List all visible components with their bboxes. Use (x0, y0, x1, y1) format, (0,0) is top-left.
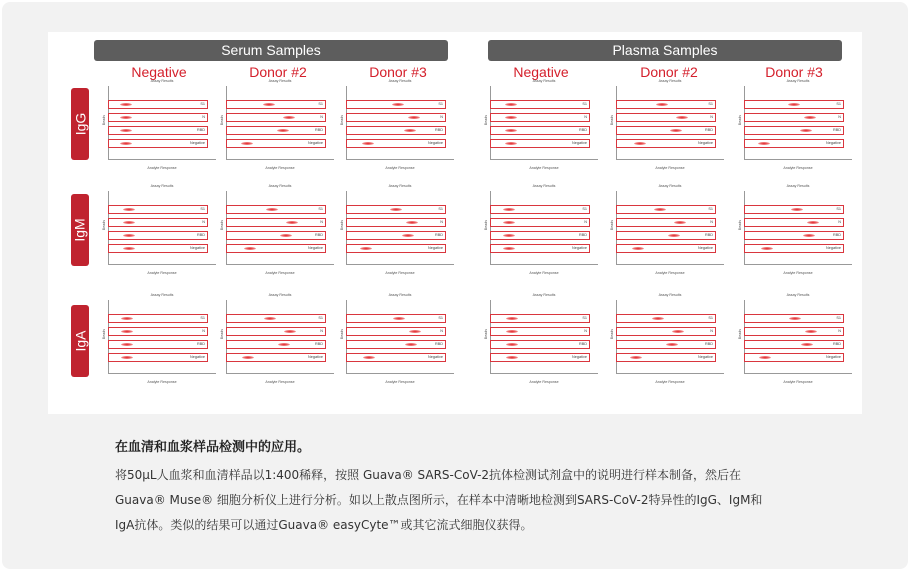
x-axis-label: Analyte Response (655, 271, 685, 275)
gate-label: RBD (196, 233, 205, 237)
gate-s1 (616, 314, 716, 323)
plot-title: Assay Results (532, 293, 556, 297)
gate-label: Negative (308, 141, 323, 145)
scatter-plot (610, 184, 726, 275)
event-cluster (505, 142, 517, 145)
y-axis-label: Beads (738, 114, 743, 126)
y-axis-label: Beads (738, 328, 743, 340)
column-title-plasma-negative: Negative (513, 64, 569, 80)
plot-axes (226, 191, 334, 265)
event-cluster (668, 234, 680, 237)
gate-rbd (744, 340, 844, 349)
gate-label: S1 (708, 316, 713, 320)
gate-negative (744, 244, 844, 253)
plot-title: Assay Results (268, 293, 292, 297)
plot-title: Assay Results (268, 79, 292, 83)
gate-label: Negative (826, 141, 841, 145)
event-cluster (803, 234, 815, 237)
serum-samples-header: Serum Samples (94, 40, 448, 61)
event-cluster (506, 343, 518, 346)
plot-title: Assay Results (150, 184, 174, 188)
event-cluster (654, 208, 666, 211)
gate-n (226, 113, 326, 122)
gate-label: Negative (190, 246, 205, 250)
gate-label: RBD (434, 233, 443, 237)
gate-label: Negative (190, 355, 205, 359)
plot-axes (346, 191, 454, 265)
gate-label: N (838, 115, 841, 119)
gate-label: Negative (826, 246, 841, 250)
event-cluster (286, 221, 298, 224)
x-axis-label: Analyte Response (265, 380, 295, 384)
gate-n (346, 327, 446, 336)
event-cluster (121, 343, 133, 346)
gate-s1 (490, 314, 590, 323)
plot-title: Assay Results (388, 184, 412, 188)
gate-n (616, 218, 716, 227)
gate-label: N (440, 115, 443, 119)
event-cluster (630, 356, 642, 359)
scatter-plot (102, 184, 218, 275)
gate-label: RBD (434, 128, 443, 132)
gate-label: N (710, 220, 713, 224)
event-cluster (670, 129, 682, 132)
plot-axes (616, 300, 724, 374)
gate-label: S1 (836, 207, 841, 211)
column-title-plasma-donor3: Donor #3 (765, 64, 823, 80)
figure-card (2, 2, 908, 569)
x-axis-label: Analyte Response (385, 166, 415, 170)
gate-n (616, 327, 716, 336)
event-cluster (505, 116, 517, 119)
scatter-plot (738, 79, 854, 170)
x-axis-label: Analyte Response (385, 271, 415, 275)
gate-negative (616, 244, 716, 253)
event-cluster (393, 317, 405, 320)
scatter-plot (340, 293, 456, 384)
plot-title: Assay Results (786, 184, 810, 188)
column-title-serum-negative: Negative (131, 64, 187, 80)
plot-axes (346, 86, 454, 160)
y-axis-label: Beads (610, 219, 615, 231)
event-cluster (656, 103, 668, 106)
y-axis-label: Beads (738, 219, 743, 231)
scatter-plot (220, 184, 336, 275)
event-cluster (807, 221, 819, 224)
event-cluster (632, 247, 644, 250)
plot-axes (346, 300, 454, 374)
gate-n (346, 113, 446, 122)
gate-label: Negative (190, 141, 205, 145)
row-label-igg: IgG (71, 88, 89, 160)
scatter-plot (738, 184, 854, 275)
gate-rbd (616, 126, 716, 135)
gate-label: RBD (832, 342, 841, 346)
plot-axes (226, 86, 334, 160)
event-cluster (409, 330, 421, 333)
gate-label: S1 (708, 207, 713, 211)
plot-title: Assay Results (658, 184, 682, 188)
event-cluster (505, 103, 517, 106)
x-axis-label: Analyte Response (147, 271, 177, 275)
event-cluster (363, 356, 375, 359)
gate-label: S1 (318, 316, 323, 320)
gate-rbd (346, 231, 446, 240)
gate-n (744, 113, 844, 122)
column-title-plasma-donor2: Donor #2 (640, 64, 698, 80)
scatter-plot (220, 293, 336, 384)
gate-label: Negative (698, 141, 713, 145)
gate-label: S1 (438, 207, 443, 211)
plot-title: Assay Results (532, 184, 556, 188)
gate-negative (490, 353, 590, 362)
plot-axes (490, 191, 598, 265)
gate-label: N (320, 115, 323, 119)
gate-n (744, 218, 844, 227)
x-axis-label: Analyte Response (783, 271, 813, 275)
plot-title: Assay Results (658, 293, 682, 297)
gate-label: N (710, 115, 713, 119)
event-cluster (503, 247, 515, 250)
plot-axes (744, 191, 852, 265)
gate-n (226, 327, 326, 336)
y-axis-label: Beads (102, 114, 107, 126)
event-cluster (506, 317, 518, 320)
event-cluster (283, 116, 295, 119)
plot-title: Assay Results (658, 79, 682, 83)
gate-label: RBD (578, 128, 587, 132)
paragraph-line-1: 将50µL人血浆和血清样品以1:400稀释，按照 Guava® SARS-CoV-2抗体检测试剂盒中的说明进行样本制备，然后在 (115, 468, 742, 482)
event-cluster (505, 129, 517, 132)
event-cluster (121, 356, 133, 359)
plot-axes (108, 191, 216, 265)
paragraph-line-2: Guava® Muse® 细胞分析仪上进行分析。如以上散点图所示，在样本中清晰地检测到SARS-CoV-2特异性的IgG、IgM和 (115, 493, 763, 507)
plot-axes (616, 191, 724, 265)
gate-label: RBD (434, 342, 443, 346)
event-cluster (120, 129, 132, 132)
gate-label: N (838, 220, 841, 224)
x-axis-label: Analyte Response (147, 166, 177, 170)
gate-n (616, 113, 716, 122)
event-cluster (666, 343, 678, 346)
gate-s1 (226, 100, 326, 109)
event-cluster (244, 247, 256, 250)
gate-rbd (490, 340, 590, 349)
gate-label: S1 (318, 207, 323, 211)
x-axis-label: Analyte Response (529, 271, 559, 275)
x-axis-label: Analyte Response (147, 380, 177, 384)
gate-label: N (320, 329, 323, 333)
y-axis-label: Beads (610, 328, 615, 340)
x-axis-label: Analyte Response (529, 166, 559, 170)
plot-axes (490, 300, 598, 374)
event-cluster (362, 142, 374, 145)
y-axis-label: Beads (220, 328, 225, 340)
plot-title: Assay Results (150, 79, 174, 83)
event-cluster (120, 142, 132, 145)
y-axis-label: Beads (340, 328, 345, 340)
gate-label: Negative (428, 355, 443, 359)
event-cluster (277, 129, 289, 132)
gate-s1 (616, 205, 716, 214)
gate-label: S1 (582, 207, 587, 211)
section-heading: 在血清和血浆样品检测中的应用。 (115, 440, 311, 455)
event-cluster (264, 317, 276, 320)
event-cluster (652, 317, 664, 320)
plot-axes (108, 300, 216, 374)
scatter-plot (220, 79, 336, 170)
gate-label: N (320, 220, 323, 224)
plot-axes (744, 300, 852, 374)
gate-label: Negative (308, 355, 323, 359)
event-cluster (791, 208, 803, 211)
event-cluster (759, 356, 771, 359)
gate-n (744, 327, 844, 336)
gate-rbd (226, 231, 326, 240)
column-title-serum-donor3: Donor #3 (369, 64, 427, 80)
event-cluster (503, 221, 515, 224)
gate-n (490, 327, 590, 336)
event-cluster (805, 330, 817, 333)
event-cluster (120, 103, 132, 106)
gate-label: S1 (438, 316, 443, 320)
gate-label: RBD (704, 233, 713, 237)
event-cluster (278, 343, 290, 346)
event-cluster (121, 317, 133, 320)
gate-label: S1 (836, 102, 841, 106)
gate-label: S1 (318, 102, 323, 106)
plot-title: Assay Results (150, 293, 174, 297)
plot-title: Assay Results (786, 293, 810, 297)
event-cluster (800, 129, 812, 132)
y-axis-label: Beads (220, 114, 225, 126)
x-axis-label: Analyte Response (265, 166, 295, 170)
column-title-serum-donor2: Donor #2 (249, 64, 307, 80)
event-cluster (360, 247, 372, 250)
event-cluster (761, 247, 773, 250)
gate-label: RBD (196, 128, 205, 132)
gate-label: RBD (832, 128, 841, 132)
event-cluster (280, 234, 292, 237)
plot-title: Assay Results (268, 184, 292, 188)
gate-label: Negative (698, 246, 713, 250)
scatter-plot (102, 79, 218, 170)
x-axis-label: Analyte Response (385, 380, 415, 384)
event-cluster (121, 330, 133, 333)
gate-label: N (710, 329, 713, 333)
event-cluster (801, 343, 813, 346)
gate-label: N (584, 329, 587, 333)
event-cluster (758, 142, 770, 145)
scatter-plot (738, 293, 854, 384)
gate-label: N (584, 220, 587, 224)
gate-label: Negative (572, 246, 587, 250)
y-axis-label: Beads (340, 219, 345, 231)
scatter-plot (102, 293, 218, 384)
event-cluster (405, 343, 417, 346)
gate-label: RBD (314, 233, 323, 237)
scatter-plot (610, 79, 726, 170)
scatter-plot (340, 79, 456, 170)
y-axis-label: Beads (340, 114, 345, 126)
y-axis-label: Beads (220, 219, 225, 231)
scatter-plot (484, 293, 600, 384)
plasma-samples-header: Plasma Samples (488, 40, 842, 61)
plot-axes (490, 86, 598, 160)
x-axis-label: Analyte Response (783, 380, 813, 384)
y-axis-label: Beads (484, 328, 489, 340)
x-axis-label: Analyte Response (265, 271, 295, 275)
plot-title: Assay Results (388, 79, 412, 83)
gate-label: S1 (200, 207, 205, 211)
gate-label: RBD (578, 233, 587, 237)
gate-label: RBD (196, 342, 205, 346)
scatter-plot (340, 184, 456, 275)
y-axis-label: Beads (102, 219, 107, 231)
gate-label: Negative (698, 355, 713, 359)
gate-label: Negative (428, 246, 443, 250)
gate-label: RBD (314, 128, 323, 132)
event-cluster (788, 103, 800, 106)
plot-axes (616, 86, 724, 160)
gate-negative (226, 244, 326, 253)
event-cluster (408, 116, 420, 119)
x-axis-label: Analyte Response (529, 380, 559, 384)
event-cluster (672, 330, 684, 333)
event-cluster (123, 221, 135, 224)
gate-label: N (584, 115, 587, 119)
gate-label: RBD (704, 128, 713, 132)
gate-label: RBD (704, 342, 713, 346)
gate-label: S1 (582, 102, 587, 106)
paragraph-line-3: IgA抗体。类似的结果可以通过Guava® easyCyte™或其它流式细胞仪获得。 (115, 518, 533, 532)
event-cluster (263, 103, 275, 106)
event-cluster (506, 330, 518, 333)
plot-title: Assay Results (786, 79, 810, 83)
gate-label: N (440, 220, 443, 224)
scatter-plot (610, 293, 726, 384)
gate-label: N (202, 329, 205, 333)
gate-label: N (440, 329, 443, 333)
y-axis-label: Beads (102, 328, 107, 340)
gate-label: S1 (582, 316, 587, 320)
gate-s1 (226, 314, 326, 323)
gate-negative (346, 353, 446, 362)
gate-label: Negative (308, 246, 323, 250)
gate-negative (616, 139, 716, 148)
event-cluster (392, 103, 404, 106)
gate-label: S1 (708, 102, 713, 106)
description (115, 436, 865, 538)
gate-label: S1 (200, 102, 205, 106)
event-cluster (676, 116, 688, 119)
event-cluster (404, 129, 416, 132)
x-axis-label: Analyte Response (783, 166, 813, 170)
event-cluster (804, 116, 816, 119)
plot-axes (108, 86, 216, 160)
event-cluster (241, 142, 253, 145)
gate-label: N (202, 220, 205, 224)
gate-rbd (226, 126, 326, 135)
gate-rbd (744, 126, 844, 135)
scatter-plot (484, 79, 600, 170)
gate-label: Negative (572, 355, 587, 359)
gate-rbd (616, 231, 716, 240)
event-cluster (503, 234, 515, 237)
event-cluster (266, 208, 278, 211)
event-cluster (123, 208, 135, 211)
plot-axes (226, 300, 334, 374)
gate-label: RBD (578, 342, 587, 346)
event-cluster (402, 234, 414, 237)
gate-label: N (838, 329, 841, 333)
gate-label: Negative (572, 141, 587, 145)
y-axis-label: Beads (610, 114, 615, 126)
gate-label: Negative (826, 355, 841, 359)
event-cluster (634, 142, 646, 145)
gate-label: RBD (314, 342, 323, 346)
gate-n (346, 218, 446, 227)
event-cluster (789, 317, 801, 320)
gate-label: S1 (836, 316, 841, 320)
scatter-plot (484, 184, 600, 275)
gate-rbd (226, 340, 326, 349)
event-cluster (284, 330, 296, 333)
plot-title: Assay Results (388, 293, 412, 297)
description-paragraph (115, 463, 865, 538)
gate-label: RBD (832, 233, 841, 237)
y-axis-label: Beads (484, 219, 489, 231)
event-cluster (506, 356, 518, 359)
gate-label: N (202, 115, 205, 119)
gate-negative (346, 139, 446, 148)
y-axis-label: Beads (484, 114, 489, 126)
gate-negative (226, 353, 326, 362)
row-label-iga: IgA (71, 305, 89, 377)
gate-rbd (346, 126, 446, 135)
gate-rbd (744, 231, 844, 240)
event-cluster (123, 234, 135, 237)
event-cluster (123, 247, 135, 250)
gate-rbd (346, 340, 446, 349)
event-cluster (390, 208, 402, 211)
plot-axes (744, 86, 852, 160)
scatter-figure (48, 32, 862, 414)
x-axis-label: Analyte Response (655, 166, 685, 170)
event-cluster (242, 356, 254, 359)
x-axis-label: Analyte Response (655, 380, 685, 384)
event-cluster (674, 221, 686, 224)
plot-title: Assay Results (532, 79, 556, 83)
row-label-igm: IgM (71, 194, 89, 266)
gate-label: S1 (438, 102, 443, 106)
event-cluster (120, 116, 132, 119)
gate-label: S1 (200, 316, 205, 320)
gate-n (226, 218, 326, 227)
event-cluster (406, 221, 418, 224)
event-cluster (503, 208, 515, 211)
gate-label: Negative (428, 141, 443, 145)
